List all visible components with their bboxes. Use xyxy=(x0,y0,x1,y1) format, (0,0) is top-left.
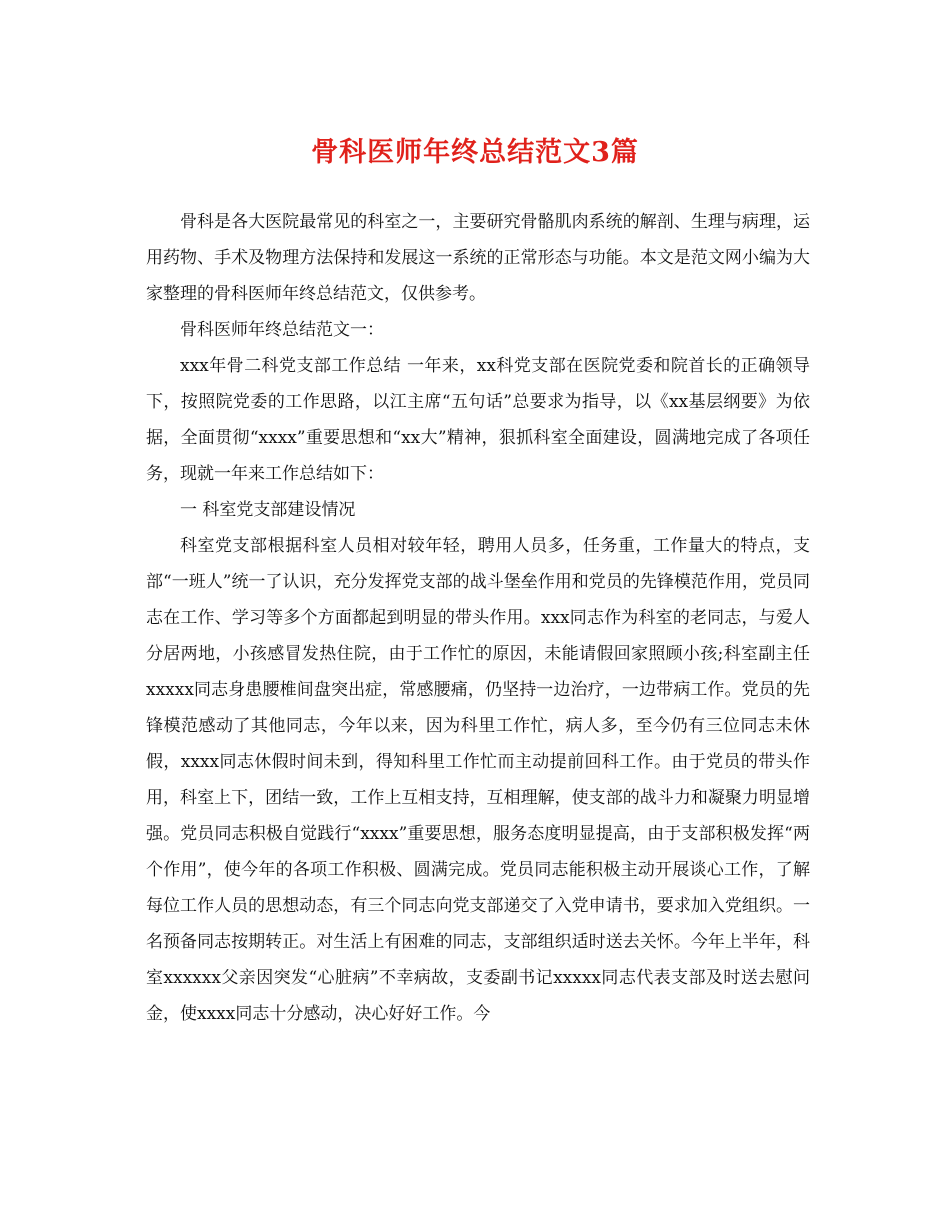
paragraph-summary-opening: xxx年骨二科党支部工作总结 一年来，xx科党支部在医院党委和院首长的正确领导下，按照院党委的工作思路，以江主席“五句话”总要求为指导，以《xx基层纲要》为依据，全面贯彻“xxxx”重要思想和“xx大”精神，狠抓科室全面建设，圆满地完成了各项任务，现就一年来工作总结如下： xyxy=(146,356,810,484)
document-title: 骨科医师年终总结范文3篇 xyxy=(311,137,639,168)
paragraph-party-branch-details: 科室党支部根据科室人员相对较年轻，聘用人员多，任务重，工作量大的特点，支部“一班人”统一了认识，充分发挥党支部的战斗堡垒作用和党员的先锋模范作用，党员同志在工作、学习等多个方面都起到明显的带头作用。xxx同志作为科室的老同志，与爱人分居两地，小孩感冒发热住院，由于工作忙的原因，未能请假回家照顾小孩;科室副主任xxxxx同志身患腰椎间盘突出症，常感腰痛，仍坚持一边治疗，一边带病工作。党员的先锋模范感动了其他同志，今年以来，因为科里工作忙，病人多，至今仍有三位同志未休假，xxxx同志休假时间未到，得知科里工作忙而主动提前回科工作。由于党员的带头作用，科室上下，团结一致，工作上互相支持，互相理解，使支部的战斗力和凝聚力明显增强。党员同志积极自觉践行“xxxx”重要思想，服务态度明显提高，由于支部积极发挥“两个作用”，使今年的各项工作积极、圆满完成。党员同志能积极主动开展谈心工作，了解每位工作人员的思想动态，有三个同志向党支部递交了入党申请书，要求加入党组织。一名预备同志按期转正。对生活上有困难的同志，支部组织适时送去关怀。今年上半年，科室xxxxxx父亲因突发“心脏病”不幸病故，支委副书记xxxxx同志代表支部及时送去慰问金，使xxxx同志十分感动，决心好好工作。今 xyxy=(146,536,810,1024)
document-body xyxy=(146,204,810,1032)
paragraph-sample-heading: 骨科医师年终总结范文一： xyxy=(180,320,384,340)
paragraph-intro: 骨科是各大医院最常见的科室之一，主要研究骨骼肌肉系统的解剖、生理与病理，运用药物、手术及物理方法保持和发展这一系统的正常形态与功能。本文是范文网小编为大家整理的骨科医师年终总结范文，仅供参考。 xyxy=(146,212,810,304)
section-heading-party-branch: 一 科室党支部建设情况 xyxy=(180,500,356,520)
